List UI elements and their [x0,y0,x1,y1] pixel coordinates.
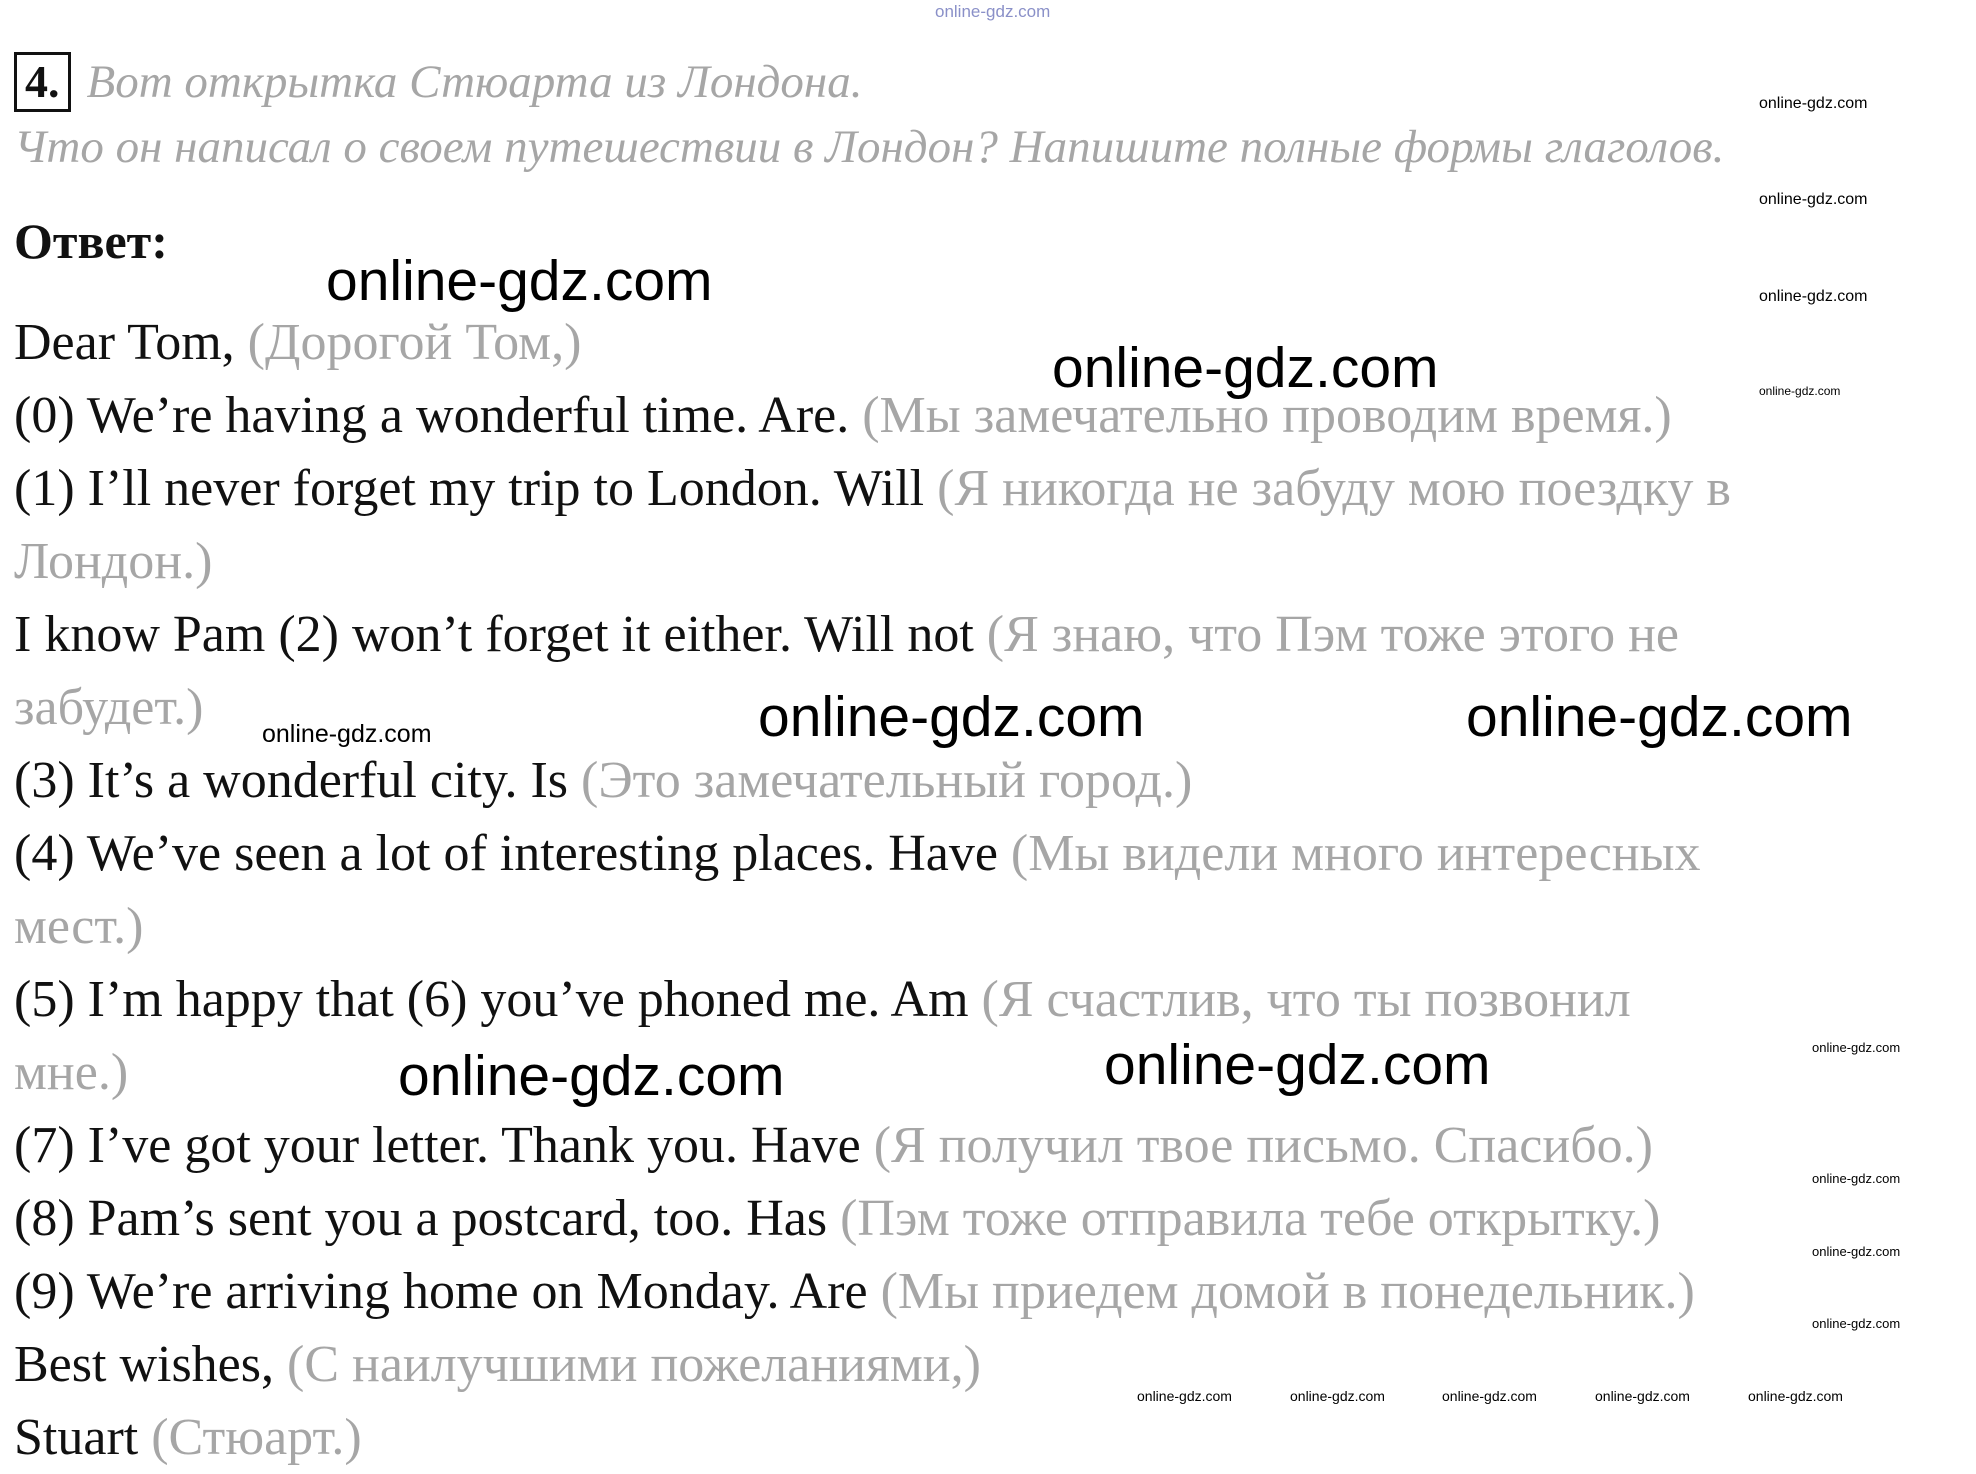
russian-translation: (Пэм тоже отправила тебе открытку.) [840,1190,1661,1247]
answer-line [14,525,1964,598]
english-text: Stuart [14,1409,152,1466]
watermark: online-gdz.com [1290,1388,1385,1404]
russian-translation: (Я никогда не забуду мою поездку в [937,460,1731,517]
watermark: online-gdz.com [1812,1244,1901,1259]
english-text: I know Pam (2) won’t forget it either. Will not [14,606,987,663]
watermark: online-gdz.com [758,685,1145,749]
answer-line [14,1109,1964,1182]
answer-line [14,598,1964,671]
watermark: online-gdz.com [1748,1388,1843,1404]
watermark: online-gdz.com [262,720,432,748]
top-watermark: online-gdz.com [935,2,1051,21]
answer-line [14,379,1964,452]
english-text: (4) We’ve seen a lot of interesting places. Have [14,825,1011,882]
answer-line [14,744,1964,817]
english-text: (8) Pam’s sent you a postcard, too. Has [14,1190,841,1247]
english-text: (1) I’ll never forget my trip to London. Will [14,460,938,517]
task-instruction-line2: Что он написал о своем путешествии в Лондон? Напишите полные формы глаголов. [14,121,1725,173]
watermark: online-gdz.com [1812,1316,1901,1331]
russian-translation: Лондон.) [14,533,213,590]
task-header [14,52,862,112]
watermark: online-gdz.com [1812,1040,1901,1055]
watermark: online-gdz.com [1812,1171,1901,1186]
russian-translation: (Дорогой Том,) [247,314,582,371]
watermark: online-gdz.com [1595,1388,1690,1404]
english-text: (9) We’re arriving home on Monday. Are [14,1263,881,1320]
russian-translation: (С наилучшими пожеланиями,) [287,1336,981,1393]
watermark: online-gdz.com [1137,1388,1232,1404]
answer-line [14,890,1964,963]
answer-label: Ответ: [14,213,168,269]
watermark: online-gdz.com [398,1044,785,1108]
english-text: Best wishes, [14,1336,287,1393]
watermark: online-gdz.com [1759,191,1868,208]
russian-translation: (Мы приедем домой в понедельник.) [880,1263,1695,1320]
russian-translation: (Это замечательный город.) [581,752,1193,809]
russian-translation: (Я счастлив, что ты позвонил [981,971,1631,1028]
answer-line [14,1182,1964,1255]
task-instruction-line1: Вот открытка Стюарта из Лондона. [86,56,863,108]
watermark: online-gdz.com [1104,1033,1491,1097]
answer-line [14,306,1964,379]
russian-translation: (Я знаю, что Пэм тоже этого не [986,606,1679,663]
russian-translation: (Я получил твое письмо. Спасибо.) [873,1117,1653,1174]
watermark: online-gdz.com [1052,336,1439,400]
russian-translation: мест.) [14,898,144,955]
task-number: 4. [14,52,71,112]
watermark: online-gdz.com [1759,288,1868,305]
english-text: Dear Tom, [14,314,248,371]
answer-text [14,306,1964,1474]
russian-translation: (Стюарт.) [151,1409,362,1466]
answer-line [14,1401,1964,1474]
answer-line [14,1255,1964,1328]
watermark: online-gdz.com [1759,384,1841,398]
answer-line [14,452,1964,525]
english-text: (7) I’ve got your letter. Thank you. Have [14,1117,874,1174]
russian-translation: забудет.) [14,679,204,736]
russian-translation: (Мы замечательно проводим время.) [862,387,1672,444]
watermark: online-gdz.com [326,249,713,313]
watermark: online-gdz.com [1442,1388,1537,1404]
answer-line [14,817,1964,890]
english-text: (0) We’re having a wonderful time. Are. [14,387,863,444]
english-text: (5) I’m happy that (6) you’ve phoned me. Am [14,971,982,1028]
watermark: online-gdz.com [1759,95,1868,112]
english-text: (3) It’s a wonderful city. Is [14,752,582,809]
russian-translation: мне.) [14,1044,129,1101]
russian-translation: (Мы видели много интересных [1010,825,1701,882]
answer-line [14,963,1964,1036]
answer-line [14,1036,1964,1109]
watermark: online-gdz.com [1466,685,1853,749]
